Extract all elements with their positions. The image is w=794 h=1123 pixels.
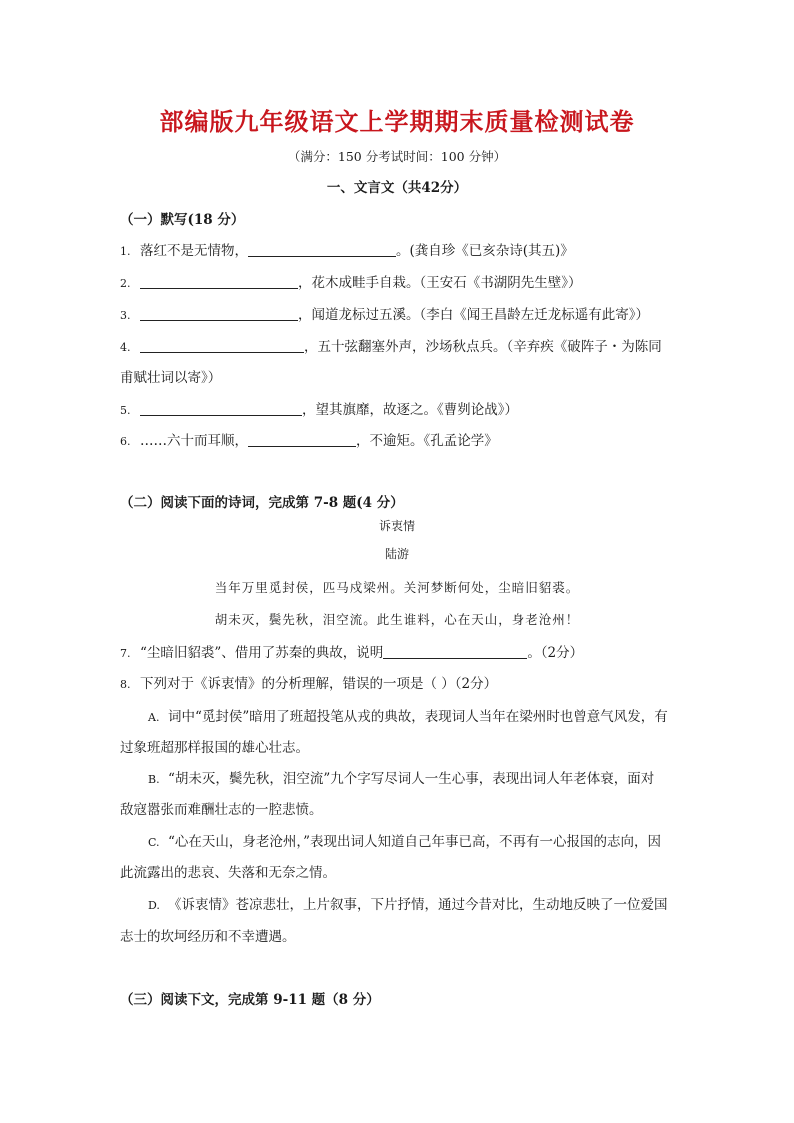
question-text: 。(龚自珍《已亥杂诗(其五)》 — [396, 243, 574, 259]
poem-author: 陆游 — [384, 547, 409, 561]
question-8 — [120, 672, 497, 692]
question-number: 3. — [120, 309, 131, 322]
question-number: 5. — [120, 404, 131, 417]
option-b[interactable] — [148, 767, 654, 787]
part1-heading: （一）默写(18 分） — [120, 212, 245, 228]
question-text: ……六十而耳顺， — [140, 433, 248, 449]
option-a-continued: 过象班超那样报国的雄心壮志。 — [120, 740, 309, 756]
part3-heading: （三）阅读下文，完成第 9-11 题（8 分） — [120, 992, 380, 1008]
part2-heading: （二）阅读下面的诗词，完成第 7-8 题(4 分） — [120, 495, 404, 511]
answer-blank[interactable] — [140, 338, 304, 353]
question-number: 6. — [120, 435, 131, 448]
question-text: ，不逾矩。《孔孟论学》 — [356, 433, 498, 449]
option-text: “心在天山，身老沧州，”表现出词人知道自己年事已高，不再有一心报国的志向，因 — [168, 834, 662, 850]
question-4-continued: 甫赋壮词以寄》） — [120, 370, 222, 386]
question-text: ，花木成畦手自栽。（王安石《书湖阴先生壁》） — [298, 275, 582, 291]
question-text: ，五十弦翻塞外声，沙场秋点兵。（辛弃疾《破阵子・为陈同 — [304, 339, 662, 355]
answer-blank[interactable] — [140, 306, 298, 321]
question-7 — [120, 641, 583, 661]
question-3 — [120, 303, 649, 323]
question-text: 落红不是无情物， — [140, 243, 248, 259]
question-5 — [120, 398, 518, 418]
question-6 — [120, 429, 498, 449]
answer-blank[interactable] — [140, 401, 302, 416]
page-title: 部编版九年级语文上学期期末质量检测试卷 — [159, 107, 635, 136]
poem-line-1: 当年万里觅封侯，匹马戍梁州。关河梦断何处，尘暗旧貂裘。 — [214, 580, 580, 595]
question-text: ，望其旗靡，故逐之。《曹刿论战》） — [302, 402, 518, 418]
option-d[interactable] — [148, 893, 668, 913]
answer-blank[interactable] — [383, 644, 527, 659]
answer-blank[interactable] — [140, 274, 298, 289]
poem-title: 诉衷情 — [378, 519, 415, 533]
section-title: 一、文言文（共42分） — [326, 180, 468, 196]
question-number: 2. — [120, 277, 131, 290]
question-text: 下列对于《诉衷情》的分析理解，错误的一项是（ ）（2分） — [140, 676, 498, 692]
question-text: “尘暗旧貂裘”、借用了苏秦的典故，说明 — [140, 645, 384, 661]
option-text: 词中“觅封侯”暗用了班超投笔从戎的典故，表现词人当年在梁州时也曾意气风发，有 — [168, 709, 668, 725]
option-letter: B. — [148, 773, 160, 786]
option-a[interactable] — [148, 705, 668, 725]
option-c-continued: 此流露出的悲哀、失落和无奈之情。 — [120, 865, 336, 881]
question-number: 8. — [120, 678, 131, 691]
option-letter: D. — [148, 899, 160, 912]
question-number: 1. — [120, 245, 131, 258]
option-b-continued: 敌寇嚣张而难酬壮志的一腔悲愤。 — [120, 802, 323, 818]
poem-line-2: 胡未灭，鬓先秋，泪空流。此生谁料，心在天山，身老沧州！ — [214, 612, 580, 627]
option-text: “胡未灭，鬓先秋，泪空流”九个字写尽词人一生心事，表现出词人年老体衰，面对 — [168, 771, 655, 787]
question-number: 4. — [120, 341, 131, 354]
option-letter: A. — [148, 711, 160, 724]
question-text: ，闻道龙标过五溪。（李白《闻王昌龄左迁龙标遥有此寄》） — [298, 307, 649, 323]
question-4 — [120, 335, 662, 355]
answer-blank[interactable] — [248, 432, 356, 447]
option-text: 《诉衷情》苍凉悲壮，上片叙事，下片抒情，通过今昔对比，生动地反映了一位爱国 — [168, 897, 668, 913]
option-c[interactable] — [148, 830, 661, 850]
question-2 — [120, 271, 582, 291]
question-text: 。（2分） — [527, 645, 584, 661]
question-1 — [120, 239, 574, 259]
answer-blank[interactable] — [248, 242, 396, 257]
question-number: 7. — [120, 647, 131, 660]
exam-info: （满分：150 分考试时间：100 分钟） — [287, 149, 507, 164]
option-letter: C. — [148, 836, 160, 849]
option-d-continued: 志士的坎坷经历和不幸遭遇。 — [120, 929, 296, 945]
